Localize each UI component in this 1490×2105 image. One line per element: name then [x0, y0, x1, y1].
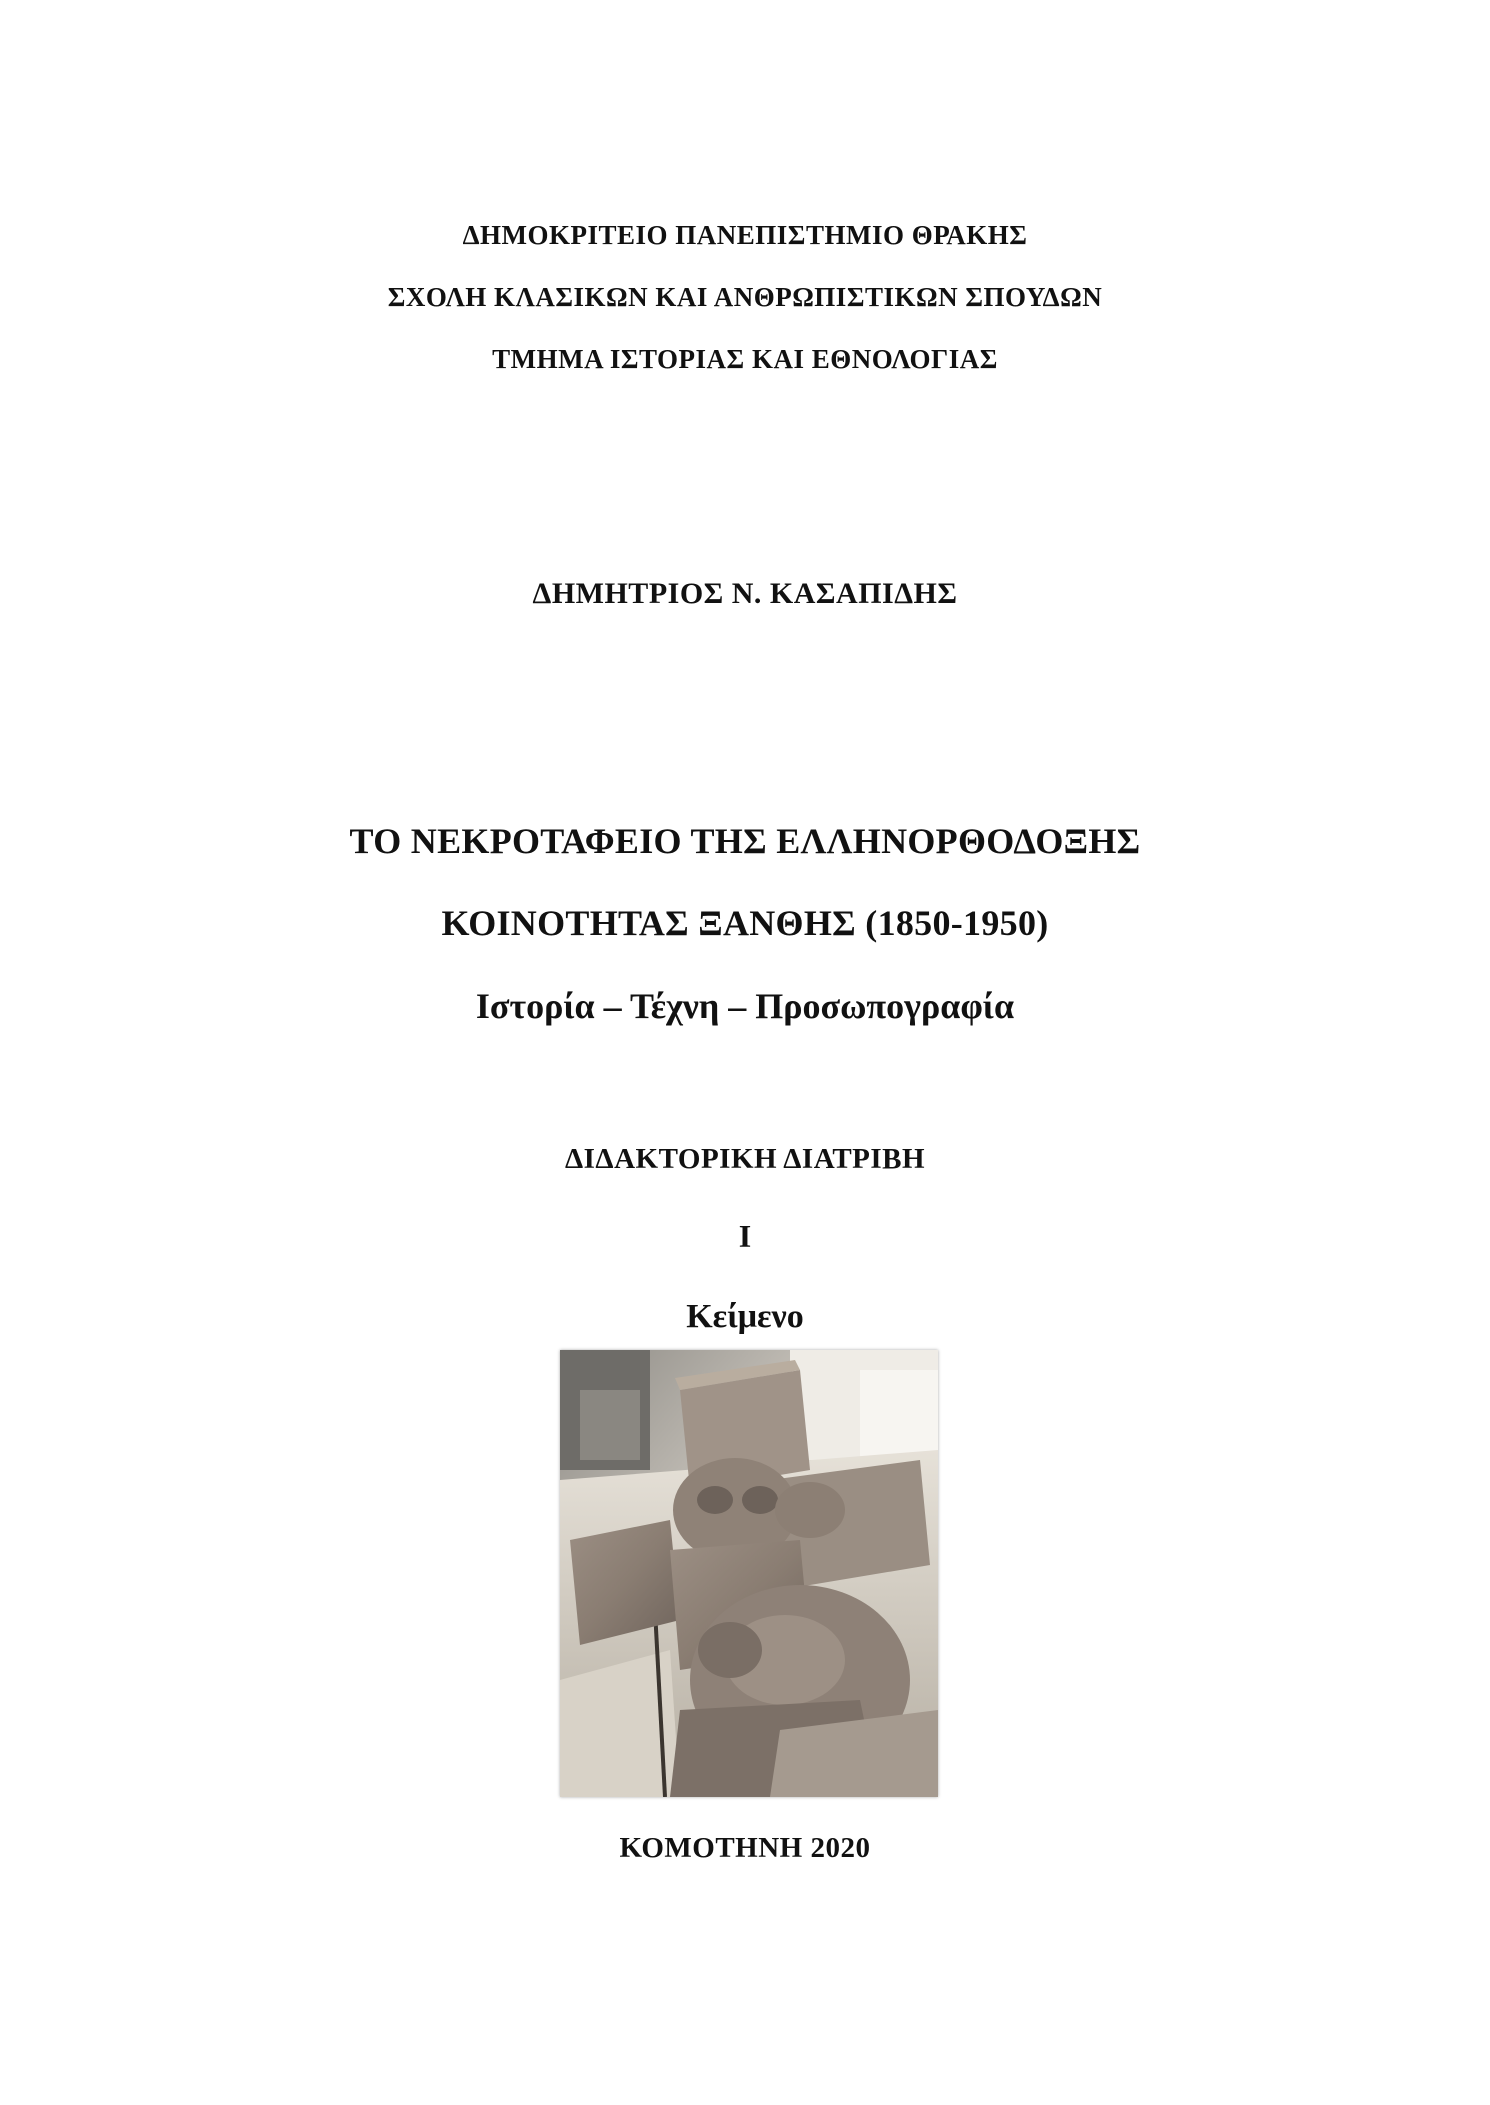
part-label: Κείμενο [686, 1298, 804, 1335]
title-line-2: ΚΟΙΝΟΤΗΤΑΣ ΞΑΝΘΗΣ (1850-1950) [441, 903, 1049, 943]
department-name: ΤΜΗΜΑ ΙΣΤΟΡΙΑΣ ΚΑΙ ΕΘΝΟΛΟΓΙΑΣ [492, 344, 998, 374]
thesis-type: ΔΙΔΑΚΤΟΡΙΚΗ ΔΙΑΤΡΙΒΗ [564, 1143, 926, 1175]
cover-photo [560, 1350, 938, 1797]
school-name: ΣΧΟΛΗ ΚΛΑΣΙΚΩΝ ΚΑΙ ΑΝΘΡΩΠΙΣΤΙΚΩΝ ΣΠΟΥΔΩΝ [387, 282, 1103, 312]
carved-stone-cross-photo [560, 1350, 938, 1797]
volume-number: Ι [738, 1218, 752, 1254]
title-line-1: ΤΟ ΝΕΚΡΟΤΑΦΕΙΟ ΤΗΣ ΕΛΛΗΝΟΡΘΟΔΟΞΗΣ [349, 821, 1141, 861]
author-name: ΔΗΜΗΤΡΙΟΣ Ν. ΚΑΣΑΠΙΔΗΣ [532, 577, 958, 610]
university-name: ΔΗΜΟΚΡΙΤΕΙΟ ΠΑΝΕΠΙΣΤΗΜΙΟ ΘΡΑΚΗΣ [462, 220, 1028, 250]
subtitle: Ιστορία – Τέχνη – Προσωπογραφία [475, 986, 1015, 1026]
place-year: ΚΟΜΟΤΗΝΗ 2020 [619, 1832, 871, 1864]
